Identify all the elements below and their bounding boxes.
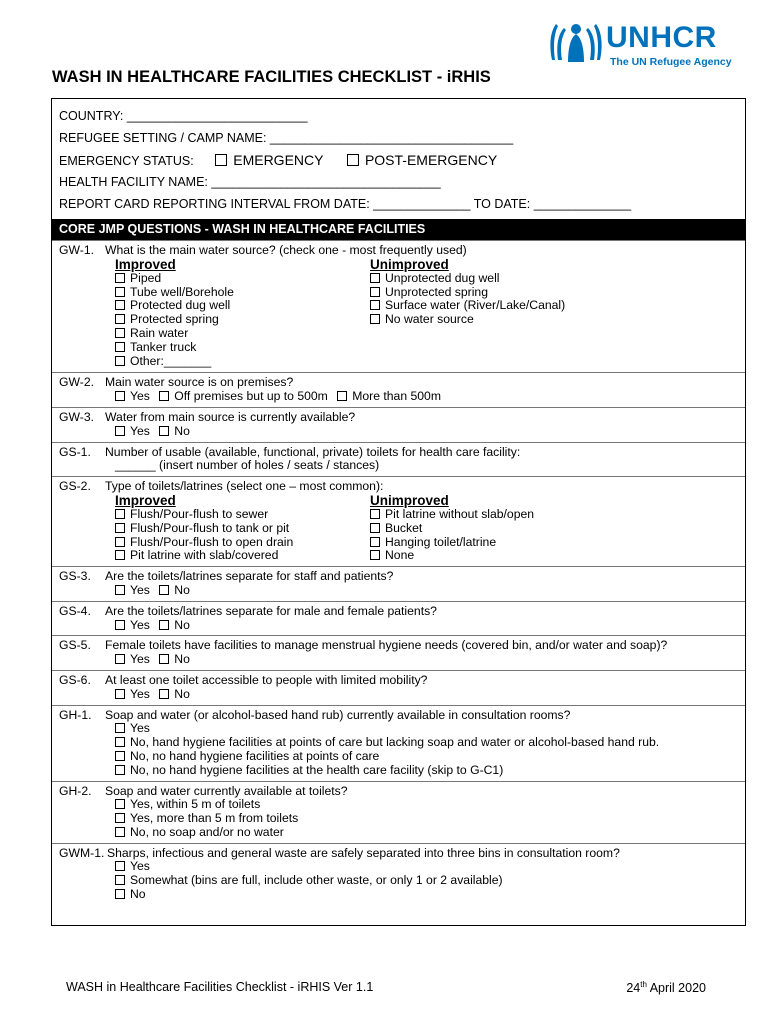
question-code: GW-2. [59,375,94,390]
footer-date: 24th April 2020 [626,980,706,996]
question-gh1 [52,705,745,781]
question-code: GWM-1. [59,845,105,860]
checkbox-icon [115,751,125,761]
unhcr-tagline: The UN Refugee Agency [610,56,732,68]
unimproved-column [370,258,739,369]
option-item[interactable]: Bucket [370,522,739,536]
question-gw1 [52,240,745,372]
option-item[interactable]: No [159,583,190,597]
checkbox-icon [115,328,125,338]
option-item[interactable]: Flush/Pour-flush to sewer [115,508,370,522]
improved-heading: Improved [115,256,176,272]
option-item[interactable]: Surface water (River/Lake/Canal) [370,299,739,313]
checkbox-icon [115,827,125,837]
option-item[interactable]: Yes [59,722,739,736]
option-item[interactable]: None [370,549,739,563]
checkbox-icon [159,689,169,699]
question-text: At least one toilet accessible to people with limited mobility? [105,672,428,687]
question-text: Are the toilets/latrines separate for staff and patients? [105,569,394,584]
improved-column [115,494,370,563]
question-gwm1 [52,843,745,905]
checkbox-icon [115,861,125,871]
question-text: Type of toilets/latrines (select one – most common): [105,479,384,494]
question-code: GH-2. [59,783,92,798]
section-header: CORE JMP QUESTIONS - WASH IN HEALTHCARE FACILITIES [52,219,745,240]
checkbox-icon [115,523,125,533]
option-item[interactable]: Protected spring [115,313,370,327]
option-item[interactable]: Yes [59,860,739,874]
checkbox-icon [115,799,125,809]
option-item[interactable]: Yes, within 5 m of toilets [59,798,739,812]
checkbox-icon [159,654,169,664]
checkbox-icon [115,509,125,519]
option-item[interactable]: Yes [115,687,150,701]
question-text: What is the main water source? (check one - most frequently used) [105,243,467,257]
reporting-interval-field[interactable]: REPORT CARD REPORTING INTERVAL FROM DATE: ______________ TO DATE: ______________ [59,197,632,211]
checkbox-icon [115,314,125,324]
question-gw3 [52,407,745,442]
option-item[interactable]: Tube well/Borehole [115,286,370,300]
unimproved-column [370,494,739,563]
option-item[interactable]: No [159,652,190,666]
checkbox-icon [115,391,125,401]
checkbox-icon [159,426,169,436]
question-code: GS-1. [59,444,91,459]
page-title: WASH IN HEALTHCARE FACILITIES CHECKLIST - iRHIS [52,68,491,86]
checkbox-icon [370,550,380,560]
question-code: GS-4. [59,603,91,618]
checkbox-icon [370,537,380,547]
question-text: Number of usable (available, functional, private) toilets for health care facility: [105,444,521,459]
checkbox-icon [115,737,125,747]
emergency-option[interactable]: EMERGENCY [215,152,323,168]
question-gs5 [52,635,745,670]
checkbox-icon [370,314,380,324]
option-item[interactable]: Pit latrine without slab/open [370,508,739,522]
question-code: GW-3. [59,409,94,424]
improved-column [115,258,370,369]
checkbox-icon [115,689,125,699]
checkbox-icon [115,875,125,885]
checkbox-icon [159,585,169,595]
emergency-status-label: EMERGENCY STATUS: [59,154,194,168]
question-code: GS-5. [59,638,91,653]
question-text: Sharps, infectious and general waste are safely separated into three bins in consultation room? [107,845,620,860]
option-item[interactable]: More than 500m [337,389,441,403]
health-facility-field[interactable]: HEALTH FACILITY NAME: _________________________________ [59,175,441,189]
checkbox-icon [115,765,125,775]
question-text: Female toilets have facilities to manage menstrual hygiene needs (covered bin, and/or water and soap)? [105,638,668,653]
option-item[interactable]: No, no hand hygiene facilities at the health care facility (skip to G-C1) [59,764,739,778]
checkbox-icon [115,356,125,366]
unhcr-logo [530,6,750,72]
question-gs2 [52,476,745,566]
question-gw2 [52,372,745,407]
checkbox-icon [115,889,125,899]
option-item[interactable]: No [159,687,190,701]
option-item[interactable]: No, no soap and/or no water [59,826,739,840]
question-text: Water from main source is currently available? [105,409,356,424]
post-emergency-option[interactable]: POST-EMERGENCY [347,152,497,168]
emergency-status-row [59,153,737,175]
checkbox-icon [115,342,125,352]
option-item[interactable]: Pit latrine with slab/covered [115,549,370,563]
checkbox-icon [370,273,380,283]
option-item[interactable]: Other:_______ [115,355,370,369]
unimproved-heading: Unimproved [370,256,449,272]
question-code: GH-1. [59,707,92,722]
unimproved-heading: Unimproved [370,492,449,508]
option-item[interactable]: No [59,888,739,902]
question-text: Main water source is on premises? [105,375,294,390]
unhcr-wordmark: UNHCR [606,21,717,54]
checkbox-icon [115,300,125,310]
option-item[interactable]: No water source [370,313,739,327]
checkbox-icon [115,620,125,630]
checkbox-icon [370,287,380,297]
checkbox-icon [159,620,169,630]
camp-name-field[interactable]: REFUGEE SETTING / CAMP NAME: ___________________________________ [59,131,514,145]
question-gs6 [52,670,745,705]
option-item[interactable]: No, hand hygiene facilities at points of care but lacking soap and water or alcohol-based hand rub. [59,736,739,750]
option-item[interactable]: Tanker truck [115,341,370,355]
checkbox-icon [370,523,380,533]
option-item[interactable]: Yes [115,618,150,632]
checkbox-icon[interactable] [347,154,359,166]
option-item[interactable]: Unprotected dug well [370,272,739,286]
option-item[interactable]: Flush/Pour-flush to tank or pit [115,522,370,536]
form-header [52,99,745,219]
question-gh2 [52,781,745,843]
checkbox-icon [337,391,347,401]
option-item[interactable]: Rain water [115,327,370,341]
checklist-form [51,98,746,926]
question-code: GS-6. [59,672,91,687]
checkbox-icon[interactable] [215,154,227,166]
question-text: Are the toilets/latrines separate for male and female patients? [105,603,437,618]
checkbox-icon [115,654,125,664]
question-code: GW-1. [59,243,94,257]
checkbox-icon [115,287,125,297]
question-text: Soap and water currently available at toilets? [105,783,348,798]
option-item[interactable]: Piped [115,272,370,286]
checkbox-icon [159,391,169,401]
option-item[interactable]: Somewhat (bins are full, include other waste, or only 1 or 2 available) [59,874,739,888]
checkbox-icon [115,273,125,283]
question-gs3 [52,566,745,601]
toilet-count-field[interactable]: ______ (insert number of holes / seats / stances) [115,458,380,473]
unhcr-emblem-icon [550,20,602,64]
option-item[interactable]: Yes [115,652,150,666]
option-item[interactable]: Flush/Pour-flush to open drain [115,536,370,550]
checkbox-icon [115,813,125,823]
checkbox-icon [115,723,125,733]
country-field[interactable]: COUNTRY: __________________________ [59,109,308,123]
question-gs4 [52,601,745,636]
option-item[interactable]: Off premises but up to 500m [159,389,328,403]
question-gs1 [52,442,745,477]
option-item[interactable]: Unprotected spring [370,286,739,300]
improved-heading: Improved [115,492,176,508]
option-item[interactable]: Yes [115,424,150,438]
checkbox-icon [370,509,380,519]
option-item[interactable]: Yes [115,583,150,597]
checkbox-icon [115,537,125,547]
option-item[interactable]: Yes, more than 5 m from toilets [59,812,739,826]
footer-document-name: WASH in Healthcare Facilities Checklist - iRHIS Ver 1.1 [66,980,374,994]
checkbox-icon [115,550,125,560]
option-item[interactable]: No, no hand hygiene facilities at points of care [59,750,739,764]
question-code: GS-2. [59,479,91,494]
option-item[interactable]: Yes [115,389,150,403]
option-item[interactable]: No [159,618,190,632]
checkbox-icon [370,300,380,310]
question-text: Soap and water (or alcohol-based hand rub) currently available in consultation rooms? [105,707,571,722]
option-item[interactable]: Protected dug well [115,299,370,313]
option-item[interactable]: Hanging toilet/latrine [370,536,739,550]
question-code: GS-3. [59,569,91,584]
option-item[interactable]: No [159,424,190,438]
checkbox-icon [115,426,125,436]
checkbox-icon [115,585,125,595]
